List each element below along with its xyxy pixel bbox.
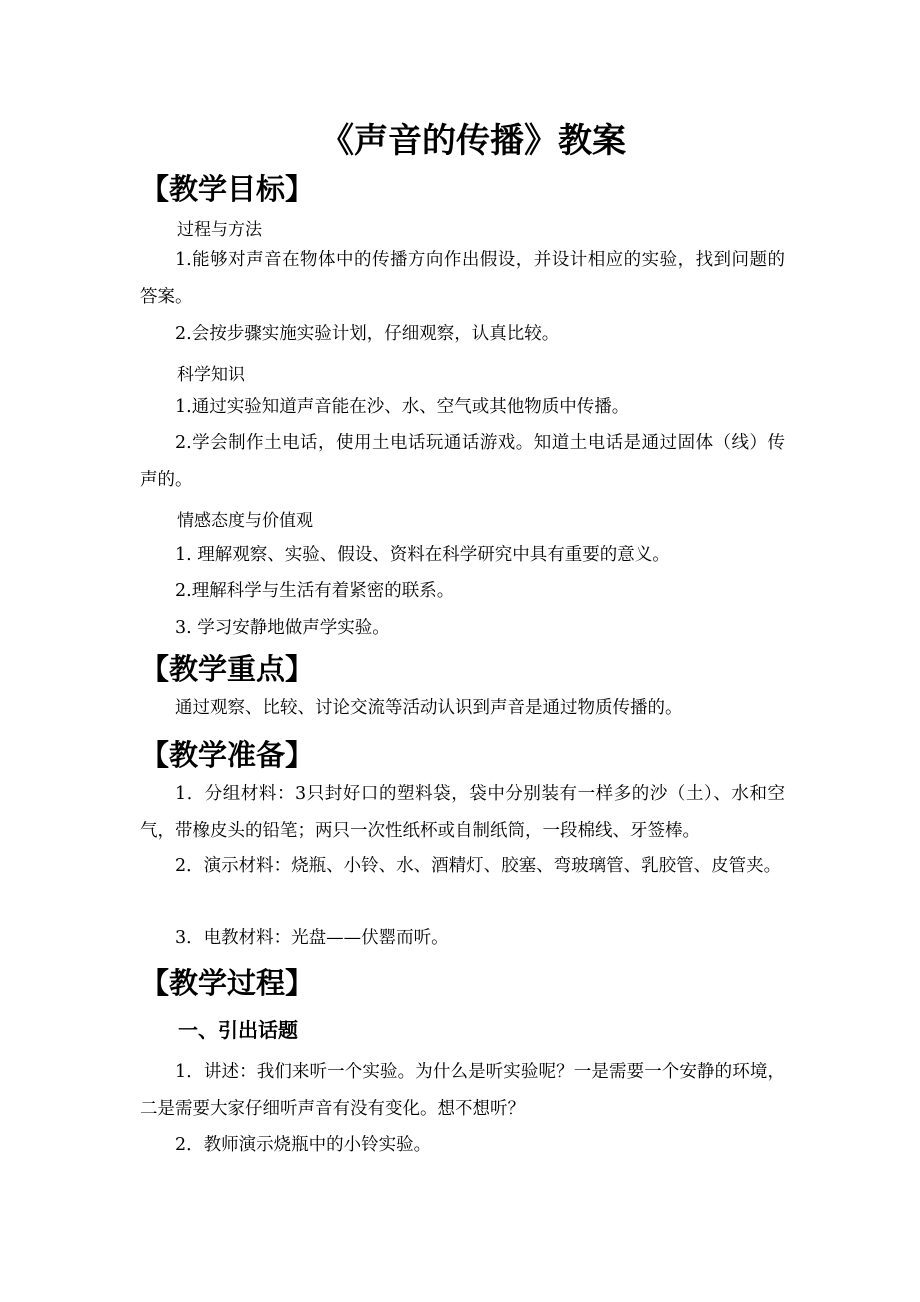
subheading-science-knowledge: 科学知识 [177, 365, 245, 385]
heading-key-points: 【教学重点】 [140, 652, 315, 686]
preparation-item: 1．分组材料：3只封好口的塑料袋，袋中分别装有一样多的沙（土）、水和空气，带橡皮头的铅笔；两只一次性纸杯或自制纸筒，一段棉线、牙签棒。 [140, 784, 785, 841]
objective-knowledge-item: 2.学会制作土电话，使用土电话玩通话游戏。知道土电话是通过固体（线）传声的。 [140, 433, 785, 490]
objective-process-item: 2.会按步骤实施实验计划，仔细观察，认真比较。 [175, 324, 560, 344]
heading-preparation: 【教学准备】 [140, 738, 315, 772]
subheading-process-methods: 过程与方法 [177, 220, 262, 240]
process-item: 1．讲述：我们来听一个实验。为什么是听实验呢？一是需要一个安静的环境，二是需要大家仔细听声音有没有变化。想不想听？ [140, 1062, 785, 1119]
objective-process-item: 1.能够对声音在物体中的传播方向作出假设，并设计相应的实验，找到问题的答案。 [140, 250, 785, 307]
objective-attitude-item: 1. 理解观察、实验、假设、资料在科学研究中具有重要的意义。 [175, 545, 670, 565]
objective-knowledge-item: 1.通过实验知道声音能在沙、水、空气或其他物质中传播。 [175, 397, 630, 417]
section-title-introduce-topic: 一、引出话题 [178, 1018, 298, 1042]
document-title: 《声音的传播》教案 [320, 121, 626, 161]
key-points-text: 通过观察、比较、讨论交流等活动认识到声音是通过物质传播的。 [175, 698, 683, 718]
heading-teaching-objectives: 【教学目标】 [140, 172, 315, 206]
subheading-attitude-values: 情感态度与价值观 [177, 511, 313, 531]
preparation-item: 3．电教材料：光盘——伏罂而听。 [175, 928, 449, 948]
objective-attitude-item: 2.理解科学与生活有着紧密的联系。 [175, 581, 455, 601]
preparation-item: 2．演示材料：烧瓶、小铃、水、酒精灯、胶塞、弯玻璃管、乳胶管、皮管夹。 [175, 856, 782, 876]
process-item: 2．教师演示烧瓶中的小铃实验。 [175, 1135, 432, 1155]
objective-attitude-item: 3. 学习安静地做声学实验。 [175, 618, 390, 638]
heading-teaching-process: 【教学过程】 [140, 966, 315, 1000]
